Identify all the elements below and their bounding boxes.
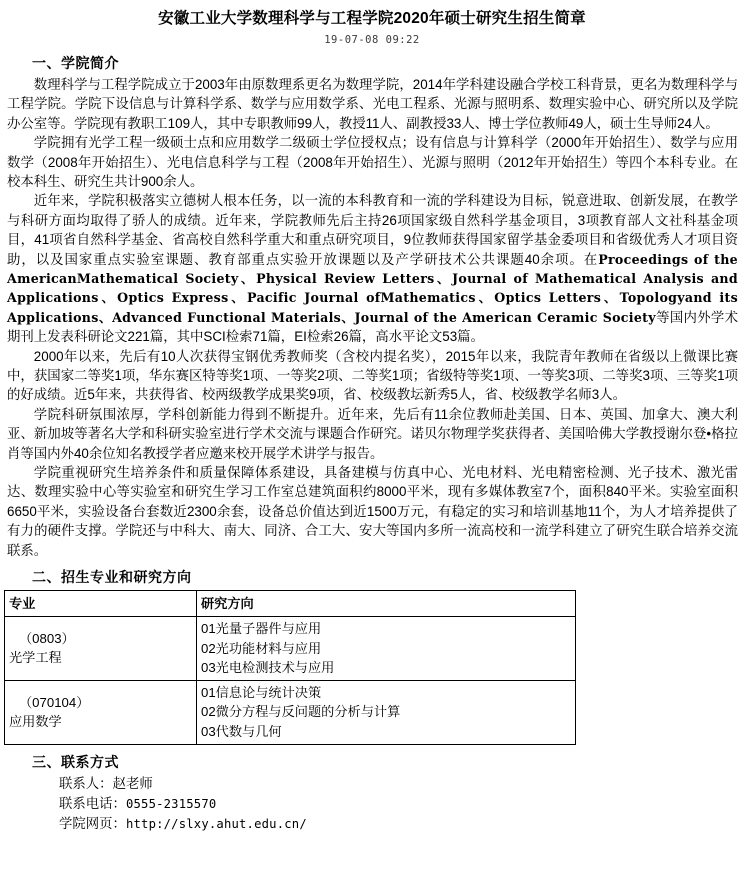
major-name: 应用数学 (9, 714, 62, 730)
table-row (5, 617, 576, 681)
section-heading-contact: 三、联系方式 (32, 753, 119, 770)
research-paragraph-tail: 等国内外学术期刊上发表科研论文221篇，其中SCI检索71篇，EI检索26篇，高水平论文53篇。 (7, 309, 738, 345)
contact-person-value: 赵老师 (112, 775, 153, 791)
contact-website (4, 814, 740, 834)
exchange-paragraph: 学院科研氛围浓厚，学科创新能力得到不断提升。近年来，先后有11余位教师赴美国、日本、英国、加拿大、澳大利亚、新加坡等著名大学和科研实验室进行学术交流与课题合作研究。诺贝尔物理学奖获得者、美国哈佛大学教授谢尔登•格拉肖等国内外40余位知名教授学者应邀来校开展学术讲学与报告。 (7, 406, 738, 461)
document-page (0, 9, 744, 887)
research-paragraph-lead: 近年来，学院积极落实立德树人根本任务，以一流的本科教育和一流的学科建设为目标，锐意进取、创新发展，在教学与科研方面均取得了骄人的成绩。近年来，学院教师先后主持26项国家级自然科学基金项目，3项教育部人文社科基金项目，41项省自然科学基金、省高校自然科学重大和重点研究项目，9位教师获得国家留学基金委项目和省级优秀人才项目资助，以及国家重点实验室课题、教育部重点实验开放课题以及产学研技术公共课题40余项。在 (7, 193, 738, 267)
major-code: （070104） (19, 694, 90, 710)
direction-item: 03代数与几何 (201, 724, 282, 740)
page-title: 安徽工业大学数理科学与工程学院2020年硕士研究生招生简章 (158, 10, 586, 27)
direction-item: 01光量子器件与应用 (201, 621, 322, 637)
contact-list (4, 774, 740, 834)
table-header-direction: 研究方向 (197, 591, 576, 617)
table-header-major: 专业 (5, 591, 197, 617)
direction-item: 03光电检测技术与应用 (201, 660, 335, 676)
table-cell-major (5, 680, 197, 744)
contact-website-label: 学院网页： (59, 815, 126, 831)
direction-item: 01信息论与统计决策 (201, 684, 322, 700)
intro-paragraph-1: 数理科学与工程学院成立于2003年由原数理系更名为数理学院，2014年学科建设融合学校工科背景，更名为数理科学与工程学院。学院下设信息与计算科学系、数学与应用数学系、光电工程系、光源与照明系、数理实验中心、研究所以及学院办公室等。学院现有教职工109人，其中专职教师99人，教授11人、副教授33人、博士学位教师49人，硕士生导师24人。 (7, 76, 738, 131)
awards-paragraph: 2000年以来，先后有10人次获得宝钢优秀教师奖（含校内提名奖），2015年以来，我院青年教师在省级以上微课比赛中，获国家二等奖1项，华东赛区特等奖1项、一等奖2项、二等奖1项；省级特等奖1项、一等奖3项、二等奖3项、三等奖1项的好成绩。近5年来，共获得省、校两级教学成果奖9项，省、校级教坛新秀5人，省、校级教学名师3人。 (7, 348, 738, 403)
publish-timestamp: 19-07-08 09:22 (324, 33, 420, 46)
table-cell-major (5, 617, 197, 681)
major-name: 光学工程 (9, 650, 62, 666)
majors-table (4, 590, 576, 745)
contact-phone (4, 794, 740, 814)
table-cell-directions (197, 680, 576, 744)
table-row (5, 680, 576, 744)
research-paragraph (4, 191, 740, 346)
table-header-row (5, 591, 576, 617)
section-heading-majors: 二、招生专业和研究方向 (32, 569, 192, 586)
facilities-paragraph: 学院重视研究生培养条件和质量保障体系建设，具备建模与仿真中心、光电材料、光电精密检测、光子技术、激光雷达、数理实验中心等实验室和研究生学习工作室总建筑面积约8000平米，现有多媒体教室7个，面积840平米。实验室面积6650平米，实验设备台套数近2300余套，设备总价值达到近1500万元，有稳定的实习和培训基地11个，为人才培养提供了有力的硬件支撑。学院还与中科大、南大、同济、合工大、安大等国内多所一流高校和一流学科建立了研究生联合培养交流联系。 (7, 465, 738, 558)
contact-phone-label: 联系电话： (59, 795, 126, 811)
major-code: （0803） (19, 630, 75, 646)
direction-item: 02微分方程与反问题的分析与计算 (201, 704, 401, 720)
journal-names-list: Proceedings of the AmericanMathematical Society、Physical Review Letters、Journal of Mathematical Analysis and Applications、Optics Express、Pacific Journal ofMathematics、Optics Letters、Topologyand its Applications、Advanced Functional Materials、Journal of the American Ceramic Society (7, 251, 738, 325)
table-cell-directions (197, 617, 576, 681)
contact-person-label: 联系人： (59, 775, 113, 791)
section-heading-intro: 一、学院简介 (32, 54, 119, 71)
contact-phone-value: 0555-2315570 (125, 796, 217, 811)
direction-item: 02光功能材料与应用 (201, 640, 322, 656)
contact-person (4, 774, 740, 794)
contact-website-value[interactable]: http://slxy.ahut.edu.cn/ (125, 816, 307, 831)
intro-paragraph-2: 学院拥有光学工程一级硕士点和应用数学二级硕士学位授权点；设有信息与计算科学（2000年开始招生）、数学与应用数学（2008年开始招生）、光电信息科学与工程（2008年开始招生）、光源与照明（2012年开始招生）等四个本科专业。在校本科生、研究生共计900余人。 (7, 135, 738, 189)
